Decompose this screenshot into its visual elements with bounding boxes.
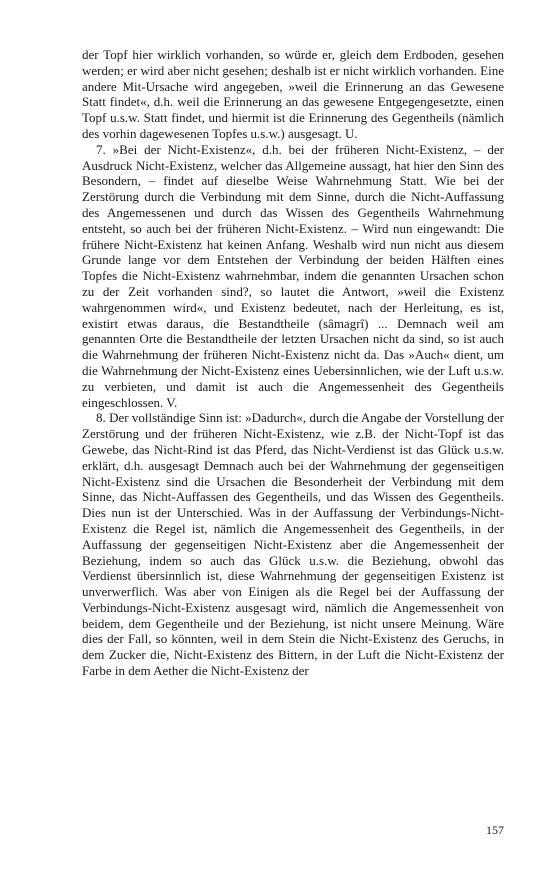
paragraph-section-7: 7. »Bei der Nicht-Existenz«, d.h. bei der früheren Nicht-Existenz, – der Ausdruck Nicht-Existenz, welcher das Allgemeine aussagt, hat hier den Sinn des Besondern, – findet auf dieselbe Weise Wahrnehmung Statt. Wie bei der Zerstörung durch die Verbindung mit dem Sinne, durch die Nicht-Auffassung des Angemessenen und durch das Wissen des Gegentheils Wahrnehmung entsteht, so auch bei der früheren Nicht-Existenz. – Wird nun eingewandt: Die frühere Nicht-Existenz hat keinen Anfang. Weshalb wird nun nicht aus diesem Grunde lange vor dem Entstehen der Verbindung der beiden Hälften eines Topfes die Nicht-Existenz wahrnehmbar, indem die genannten Ursachen schon zu der Zeit vorhanden sind?, so lautet die Antwort, »weil die Existenz wahrgenommen wird«, und Existenz bedeutet, nach der Herleitung, es ist, existirt etwas daraus, die Bestandtheile (sâmagrî) ... Demnach weil am genannten Orte die Bestandtheile der letzten Ursachen nicht da sind, so ist auch die Wahrnehmung der früheren Nicht-Existenz nicht da. Das »Auch« dient, um die Wahrnehmung der Nicht-Existenz eines Uebersinnlichen, wie der Luft u.s.w. zu verbieten, und damit ist auch die Angemessenheit des Gegentheils eingeschlossen. V. [82,141,504,410]
page-number: 157 [486,823,504,837]
paragraph-section-8: 8. Der vollständige Sinn ist: »Dadurch«, durch die Angabe der Vorstellung der Zerstörung und der früheren Nicht-Existenz, wie z.B. der Nicht-Topf ist das Gewebe, das Nicht-Rind ist das Pferd, das Nicht-Verdienst ist das Glück u.s.w. erklärt, d.h. ausgesagt Demnach auch bei der Wahrnehmung der gegenseitigen Nicht-Existenz sind die Ursachen die Besonderheit der Verbindung mit dem Sinne, das Nicht-Auffassen des Gegentheils, und das Wissen des Gegentheils. Dies nun ist der Unterschied. Was in der Auffassung der Verbindungs-Nicht-Existenz die Regel ist, nämlich die Angemessenheit des Gegentheils, in der Auffassung der gegenseitigen Nicht-Existenz aber die Angemessenheit der Beziehung, indem so auch das Glück u.s.w. die Beziehung, obwohl das Verdienst übersinnlich ist, diese Wahrnehmung der gegenseitigen Existenz ist unverwerflich. Was aber von Einigen als die Regel bei der Auffassung der Verbindungs-Nicht-Existenz ausgesagt wird, nämlich die Angemessenheit von beidem, dem Gegentheile und der Beziehung, ist nicht unsere Meinung. Wäre dies der Fall, so könnten, weil in dem Stein die Nicht-Existenz des Geruchs, in dem Zucker die, Nicht-Existenz des Bittern, in der Luft die Nicht-Existenz der Farbe in dem Aether die Nicht-Existenz der [82,410,504,679]
paragraph-continuation: der Topf hier wirklich vorhanden, so würde er, gleich dem Erdboden, gesehen werden; er wird aber nicht gesehen; deshalb ist er nicht wirklich vorhanden. Eine andere Mit-Ursache wird angegeben, »weil die Erinnerung an das Gewesene Statt findet«, d.h. weil die Erinnerung an das gewesene Entgegengesetzte, einen Topf u.s.w. Statt findet, und hiermit ist die Erinnerung des Gegentheils (nämlich des vorhin dagewesenen Topfes u.s.w.) ausgesagt. U. [82,47,504,141]
body-text [82,47,504,679]
